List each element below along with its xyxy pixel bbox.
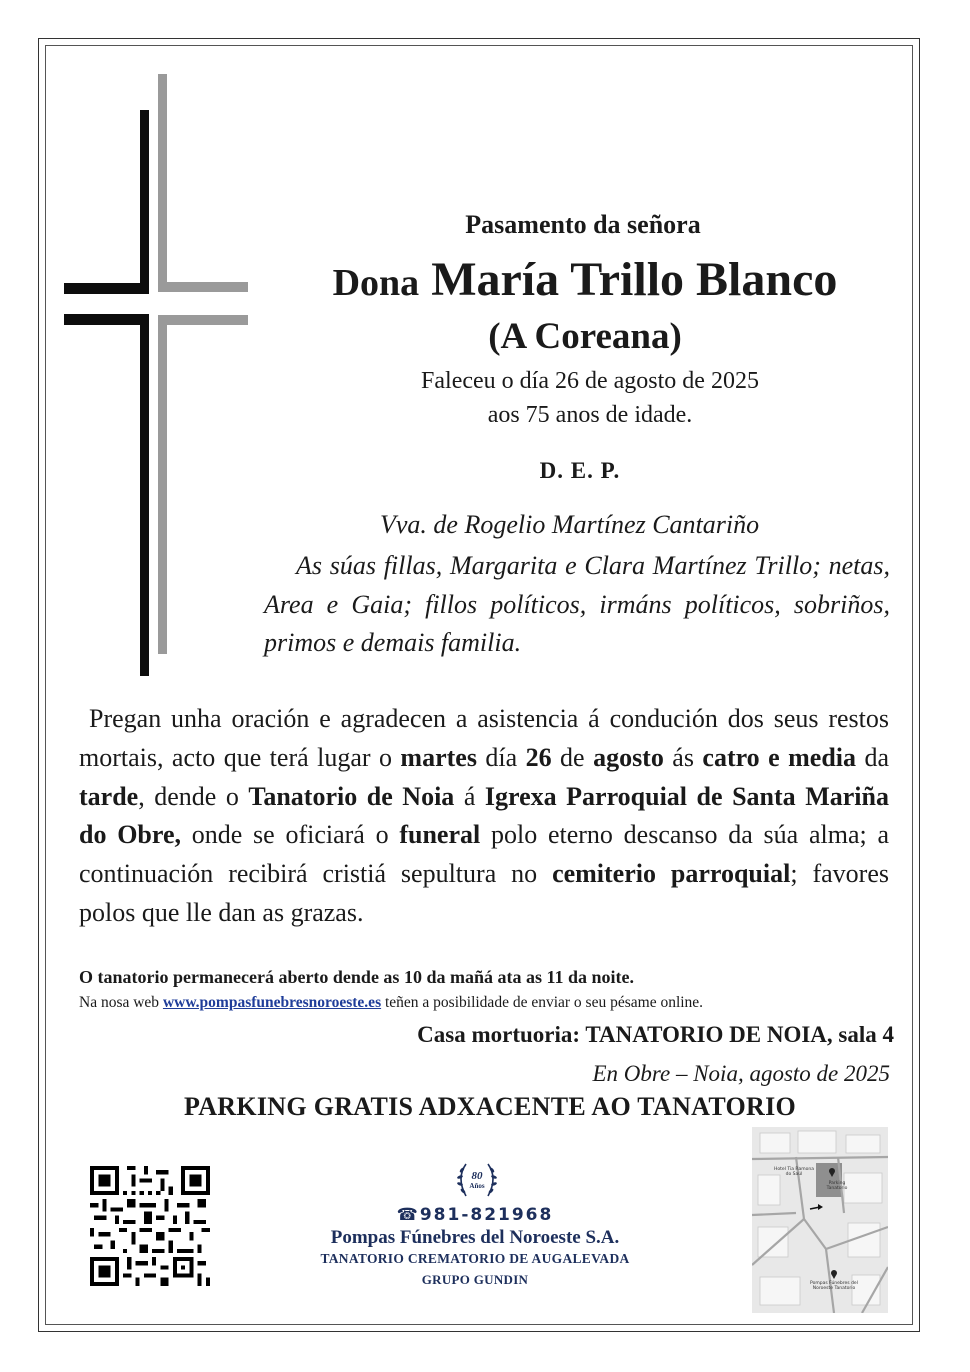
ceremony-text: , dende o — [138, 781, 249, 811]
phone-line[interactable] — [330, 1205, 620, 1225]
web-text: teñen a posibilidade de enviar o seu pésame online. — [381, 994, 704, 1011]
crematorium-name: TANATORIO CREMATORIO DE AUGALEVADA — [320, 1251, 630, 1266]
ceremony-text: onde se oficiará o — [181, 820, 400, 850]
logo-text: Años — [469, 1182, 485, 1190]
ceremony-paragraph — [79, 700, 889, 933]
ceremony-text: día — [476, 742, 526, 772]
death-date: Faleceu o día 26 de agosto de 2025 — [421, 368, 759, 394]
nickname: (A Coreana) — [488, 316, 682, 357]
logo-number: 80 — [471, 1170, 483, 1182]
rip-line: D. E. P. — [539, 458, 621, 483]
ceremony-day: 26 — [525, 742, 552, 772]
phone-number: 981-821968 — [419, 1205, 554, 1225]
family-paragraph — [264, 547, 890, 663]
ceremony-text: ; favores polos que lle dan as grazas. — [79, 859, 889, 927]
qr-code[interactable] — [90, 1166, 210, 1286]
intro-line: Pasamento da señora — [465, 210, 701, 239]
phone-icon: ☎ — [396, 1205, 420, 1225]
ceremony-weekday: martes — [400, 742, 477, 772]
place-date: En Obre – Noia, agosto de 2025 — [592, 1061, 890, 1086]
death-details — [360, 364, 820, 432]
ceremony-origin: Tanatorio de Noia — [248, 781, 455, 811]
deceased-full-name: María Trillo Blanco — [431, 253, 838, 306]
age: aos 75 anos de idade. — [487, 402, 693, 428]
cross-icon — [62, 74, 248, 676]
company-name: Pompas Fúnebres del Noroeste S.A. — [330, 1227, 620, 1248]
deceased-name — [270, 252, 900, 307]
map-label-parking: Parking Tanatorio — [826, 1181, 848, 1191]
opening-hours: O tanatorio permanecerá aberto dende as 10 da mañá ata as 11 da noite. — [79, 967, 634, 987]
funeral-home: Casa mortuoria: TANATORIO DE NOIA, sala 4 — [417, 1022, 894, 1047]
ceremony-funeral: funeral — [399, 820, 481, 850]
ceremony-text: da — [856, 742, 889, 772]
map-label-hotel: Hotel Tia Ramona do Saúl — [774, 1167, 814, 1177]
location-map[interactable] — [752, 1127, 888, 1313]
parking-notice: PARKING GRATIS ADXACENTE AO TANATORIO — [183, 1092, 797, 1121]
website-link[interactable]: www.pompasfunebresnoroeste.es — [162, 994, 382, 1011]
ceremony-text: de — [551, 742, 594, 772]
group-name: GRUPO GUNDIN — [421, 1272, 529, 1287]
anniversary-laurel-logo — [452, 1158, 502, 1202]
ceremony-text: ás — [663, 742, 703, 772]
widow-line: Vva. de Rogelio Martínez Cantariño — [380, 510, 760, 539]
ceremony-church: Igrexa Parroquial de Santa Mariña do Obre, — [79, 781, 889, 850]
ceremony-text: á — [454, 781, 485, 811]
title-prefix: Dona — [332, 262, 420, 304]
ceremony-text: Pregan unha oración e agradecen a asistencia á condución dos seus restos mortais, acto que terá lugar o — [79, 704, 889, 772]
ceremony-text: polo eterno descanso da súa alma; a continuación recibirá cristiá sepultura no — [79, 820, 889, 889]
ceremony-daypart: tarde — [79, 781, 139, 811]
ceremony-cemetery: cemiterio parroquial — [552, 859, 791, 889]
map-label-funeral-home: Pompas Fúnebres del Noroeste Tanatorio — [810, 1281, 858, 1291]
ceremony-time: catro e media — [702, 742, 856, 772]
web-notice — [79, 994, 899, 1012]
family-relatives: As súas fillas, Margarita e Clara Martínez Trillo; netas, Area e Gaia; fillos políticos, irmáns políticos, sobriños, primos e demais familia. — [264, 551, 890, 657]
ceremony-month: agosto — [593, 742, 664, 772]
web-text: Na nosa web — [79, 994, 163, 1011]
